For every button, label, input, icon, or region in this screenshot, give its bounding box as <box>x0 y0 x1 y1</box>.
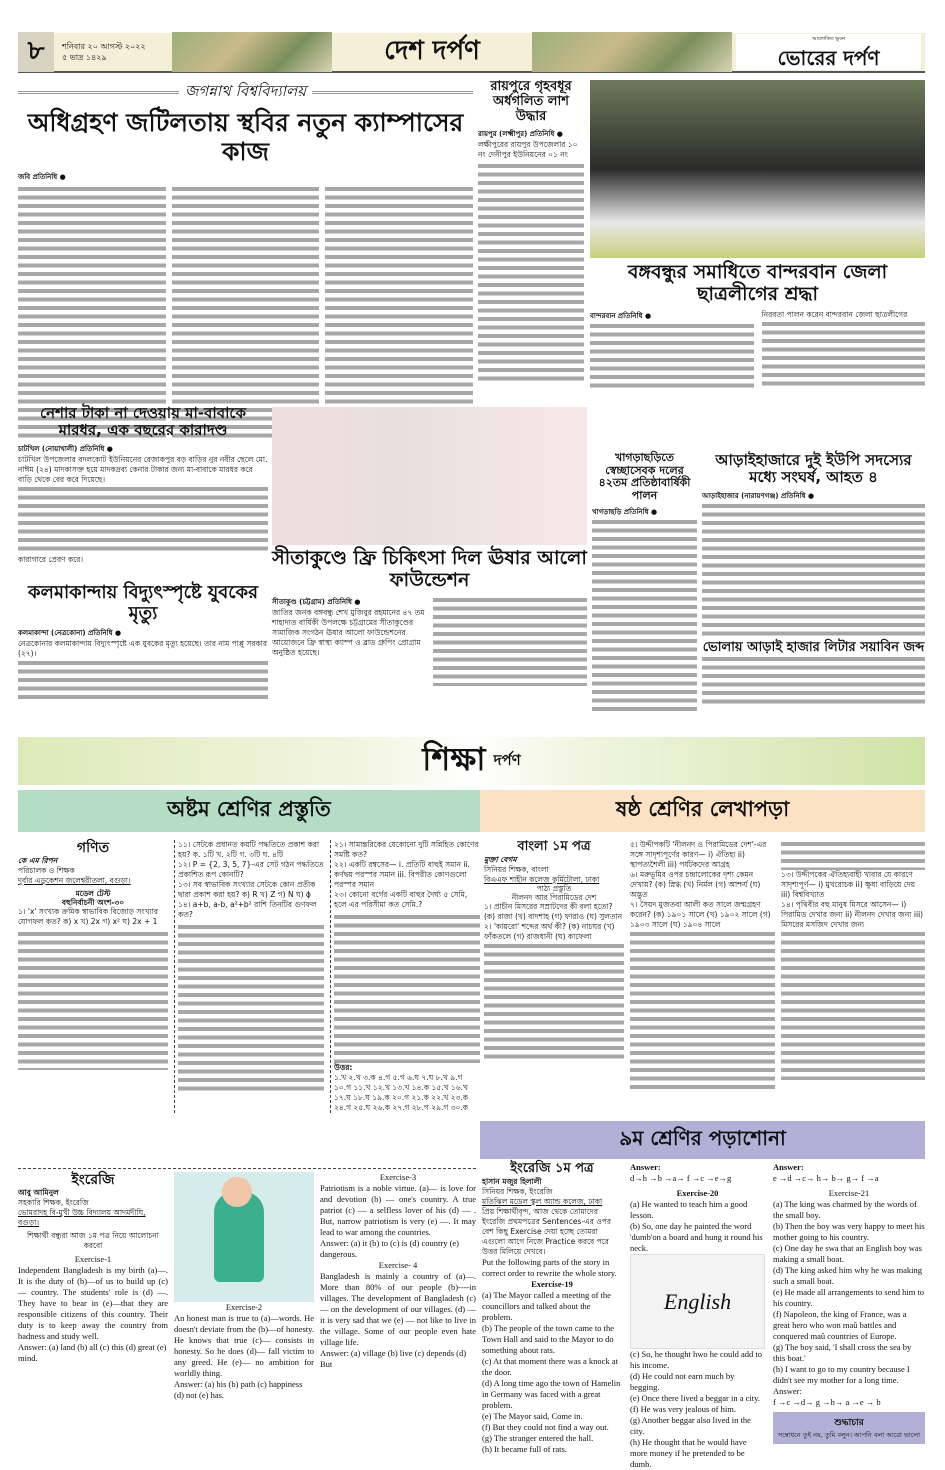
body-text-placeholder <box>325 185 473 440</box>
tip-title: শুদ্ধাচার <box>834 1418 864 1428</box>
answer-label: Answer: <box>773 1386 802 1396</box>
exercise-item: (g) The stranger entered the hall. <box>482 1432 594 1443</box>
khagrachari-story <box>592 452 697 713</box>
body-text-placeholder <box>762 320 926 390</box>
english-author: আবু আমিনুল <box>18 1188 59 1198</box>
banner-sub: দর্পণ <box>493 750 521 769</box>
bangla-question: ৭। সৈয়দ মুজতবা আলী কত সালে জন্মগ্রহণ করেন? (ক) ১৯০১ সালে (খ) ১৯০২ সালে (গ) ১৯০৩ সালে (ঘ) ১৯০৪ সালে <box>630 900 771 929</box>
exercise-item: (g) The boy said, 'I shall cross the sea by this boat.' <box>773 1342 912 1363</box>
english-illustration: English <box>630 1254 765 1349</box>
sitakunda-byline: সীতাকুণ্ড (চট্টগ্রাম) প্রতিনিধি ● <box>272 597 361 606</box>
english-title: ইংরেজি <box>71 1172 115 1188</box>
khagrachari-headline: খাগড়াছড়িতে স্বেচ্ছাসেবক দলের ৪২তম প্রতিষ্ঠাবার্ষিকী পালন <box>598 451 691 502</box>
class9-header: ৯ম শ্রেণির পড়াশোনা <box>480 1121 925 1159</box>
exercise-item: (h) I want to go to my country because I didn't see my mother for a long time. <box>773 1364 910 1385</box>
class9-content <box>482 1162 925 1470</box>
date-bengali: ৫ ভাদ্র ১৪২৯ <box>62 53 107 62</box>
english-author-org: ভোমরাদহ বি-মুখী উচ্চ বিদ্যালয় আদমদীঘি, বগুড়া। <box>18 1208 146 1228</box>
araihazar-byline: আড়াইহাজার (নারায়ণগঞ্জ) প্রতিনিধি ● <box>702 491 815 500</box>
exercise-item: (a) The king was charmed by the words of the small boy. <box>773 1199 917 1220</box>
lead-kicker: জগন্নাথ বিশ্ববিদ্যালয় <box>184 82 307 100</box>
raipur-text: লক্ষীপুরের রায়পুর উপজেলার ১০ নং দেনীপুর ইউনিয়নের ০১ নং <box>478 139 578 159</box>
math-test: মডেল টেস্ট <box>75 889 111 899</box>
math-question: ১৪। a+b, a-b, a²+b² রাশি তিনটির গুণফল কত? <box>178 900 317 919</box>
class9-instruction: Put the following parts of the story in correct order to rewrite the whole story. <box>482 1256 617 1278</box>
exercise-item: (f) But they could not find a way out. <box>482 1421 609 1432</box>
sitakunda-headline: সীতাকুণ্ডে ফ্রি চিকিৎসা দিল ঊষার আলো ফাউন্ডেশন <box>272 547 587 591</box>
class6-content <box>484 840 925 1090</box>
math-question: ১। 'x' সংখ্যক ক্রমিক স্বাভাবিক বিজোড় সংখ্যার যোগফল কত? ক) x খ) 2x গ) x² ঘ) 2x + 1 <box>18 907 158 927</box>
raipur-headline: রায়পুরে গৃহবধূর অর্ধগলিত লাশ উদ্ধার <box>490 79 572 124</box>
math-question: ১৩। সব স্বাভাবিক সংখ্যার সেটকে কোন প্রতীক দ্বারা প্রকাশ করা হয়? ক) R খ) Z গ) N ঘ) ϕ <box>178 880 316 899</box>
math-answers: ১.খ ২.খ ৩.ক ৪.গ ৫.গ ৬.ঘ ৭.ঘ ৮.খ ৯.গ ১০.গ ১১.খ ১২.খ ১৩.খ ১৪.ক ১৫.খ ১৬.খ ১৭.ঘ ১৮.ঘ ১৯.ক ২০.গ ২১.ক ২২.খ ২৩.ক ২৪.গ ২৫.ঘ ২৬.ক ২৭.গ ২৮.গ ২৯.গ ৩০.ক <box>334 1073 469 1112</box>
header-photo-right <box>532 32 732 72</box>
exercise-item: (c) At that moment there was a knock at the door. <box>482 1355 618 1377</box>
bangla-question: ১। প্রাচীন মিসরের সম্রাটদের কী বলা হতো? (ক) রাজা (খ) বাদশাহ (গ) ফারাও (ঘ) সুলতান <box>484 902 623 922</box>
body-text-placeholder <box>18 185 166 440</box>
bangla-question: ১৩। উদ্দীপকের ঐতিহ্যবাহী খাবার যে কারণে সাদৃশ্যপূর্ণ— i) মুখরোচক ii) ক্ষুধা বাড়িয়ে দেয় iii) বিশ্ববিখ্যাত <box>781 870 916 899</box>
bandarban-text: নিরবতা পালন করেন বান্দরবান জেলা ছাত্রলীগের <box>761 309 908 319</box>
logo-text: ভোরের দর্পণ <box>777 46 880 70</box>
medical-camp-photo <box>272 407 587 545</box>
answer-value: f →c →d→ g →h→ a →e → b <box>773 1397 881 1407</box>
raipur-story <box>478 80 584 382</box>
exercise-item: (a) He wanted to teach him a good lesson. <box>630 1199 748 1220</box>
header-photo-left <box>172 32 332 72</box>
exercise-title: Exercise-3 <box>379 1172 417 1182</box>
class9-intro: প্রিয় শিক্ষার্থীবৃন্দ, আজ থেকে তোমাদের ইংরেজি প্রথমপত্রের Sentences-এর ওপর বেশ কিছু Exercise দেয়া হচ্ছে তোমরা এগুলো আগে নিজে Practice করবে পরে উত্তর মিলিয়ে দেখবে। <box>482 1206 611 1256</box>
banner-main: শিক্ষা <box>422 740 486 778</box>
exercise-answer: Answer: (a) land (b) all (c) this (d) great (e) mind. <box>18 1342 167 1364</box>
student-reading-illustration <box>174 1172 314 1302</box>
exercise-text: An honest man is true to (a)—words. He doesn't deviate from the (b)—of honesty. He knows that true (c)— consists in honesty. So he does (d)— fall victim to any greed. He (e)— no ambition for worldly thing. <box>174 1313 314 1378</box>
exercise-item: (c) So, he thought hwo he could add to his income. <box>630 1349 762 1370</box>
class9-subject: ইংরেজি ১ম পত্র <box>510 1161 594 1176</box>
body-text-placeholder <box>781 930 925 1080</box>
exercise-item: (f) He was very jealous of him. <box>630 1404 736 1414</box>
exercise-item: (h) It became full of rats. <box>482 1443 567 1454</box>
exercise-title: Exercise-2 <box>225 1302 263 1312</box>
body-text-placeholder <box>590 322 754 392</box>
etiquette-tip-box <box>773 1412 925 1444</box>
body-text-placeholder <box>178 923 324 1093</box>
exercise-item: (d) The king asked him why he was making such a small boat. <box>773 1265 923 1286</box>
math-question: ১১। সেটকে প্রধানত কয়টি পদ্ধতিতে প্রকাশ করা হয়? ক. ১টি খ. ২টি গ. ৩টি ঘ. ৪টি <box>178 840 320 859</box>
raipur-byline: রায়পুর (লক্ষ্মীপুর) প্রতিনিধি ● <box>478 129 563 138</box>
bangla-question: ১৪। পৃথিবীর বহু মানুষ মিসরে আসেন— i) পিরামিড দেখার জন্য ii) নীলনদ দেখার জন্য iii) মিসরের মসজিদ দেখার জন্য <box>781 900 924 929</box>
nesha-end: কারাগারে প্রেরণ করে। <box>18 554 84 564</box>
bandarban-story <box>590 262 925 392</box>
class8-header: অষ্টম শ্রেণির প্রস্তুতি <box>18 790 480 832</box>
bangla-author-org: বিএএফ শাহীন কলেজ কুর্মিটোলা, ঢাকা <box>484 874 600 884</box>
exercise-item: (h) He thought that he would have more money if he pretended to be dumb. <box>630 1437 747 1469</box>
page-header <box>18 33 925 73</box>
exercise-item: (d) A long time ago the town of Hamelin in Germany was faced with a great problem. <box>482 1377 621 1410</box>
bangla-author-role: সিনিয়র শিক্ষক, বাংলা <box>484 864 549 874</box>
bandarban-headline: বঙ্গবন্ধুর সমাধিতে বান্দরবান জেলা ছাত্রলীগের শ্রদ্ধা <box>627 261 888 305</box>
body-text-placeholder <box>702 502 925 637</box>
math-question: ২৩। কোনো বর্গের একটি বাহুর দৈর্ঘ্য ৫ সেমি, হলে এর পরিসীমা কত সেমি.? <box>334 890 468 909</box>
class9-author-role: সিনিয়র শিক্ষক, ইংরেজি <box>482 1186 553 1196</box>
exercise-item: (a) The Mayor called a meeting of the councillors and talked about the problem. <box>482 1289 611 1322</box>
sitakunda-text: জাতির জনক বঙ্গবন্ধু শেখ মুজিবুর রহমানের ৪৭ তম শাহাদাত বার্ষিকী উপলক্ষে চট্টগ্রামের সীতাকুণ্ডের সামাজিক সংগঠন ঊষার আলো ফাউন্ডেশনের আয়োজনে ফ্রি স্বাস্থ্য ক্যাম্প ও ব্লাড গ্রুপিং প্রোগ্রাম অনুষ্ঠিত হয়েছে। <box>272 607 425 657</box>
nesha-byline: চাটখিল (নোয়াখালী) প্রতিনিধি ● <box>18 444 113 453</box>
english-author-role: সহকারি শিক্ষক, ইংরেজি <box>18 1198 89 1208</box>
kolmakanda-headline: কলমাকান্দায় বিদ্যুৎস্পৃষ্টে যুবকের মৃত্যু <box>27 582 259 624</box>
exercise-item: (c) One day he swa that an English boy was making a small boat. <box>773 1243 922 1264</box>
math-question: ২২। একটি রম্বসের— i. প্রতিটি বাহুই সমান ii. কর্ণদ্বয় পরস্পর সমান iii. বিপরীত কোণগুলো পরস্পর সমান <box>334 860 470 889</box>
bangla-subject: বাংলা ১ম পত্র <box>517 839 591 854</box>
body-text-placeholder <box>18 930 168 1070</box>
exercise-item: (b) The people of the town came to the Town Hall and said to the Mayor to do something about rats. <box>482 1322 615 1355</box>
body-text-placeholder <box>433 596 588 686</box>
math-part: বহুনির্বাচনী অংশ-৩০ <box>61 897 125 907</box>
english-left <box>18 1172 476 1401</box>
nesha-text: চাটখিল উপজেলার বদলকোট ইউনিয়নের রেজাকপুর বড় বাড়ির নুর নবীর ছেলে মো. নাঈম (২৪) মাদকাসক্ত হয়ে মাদকদ্রব্য কেনার টাকার জন্য মা-বাবাকে মারধর করে বাড়ি থেকে বের করে দিয়েছে। <box>18 454 268 484</box>
answer-value: d→h →b →a→ f →c →e→g <box>630 1173 732 1183</box>
body-text-placeholder <box>18 659 268 699</box>
body-text-placeholder <box>592 518 697 713</box>
body-text-placeholder <box>334 913 480 1063</box>
lead-headline: অধিগ্রহণ জটিলতায় স্থবির নতুন ক্যাম্পাসের কাজ <box>27 108 464 166</box>
math-author-org: দূর্বার এডুকেশন জলেশ্বরীতলা, বগুড়া। <box>18 876 131 886</box>
exercise-answer: Answer: (a) his (b) path (c) happiness (d) not (e) has. <box>174 1379 303 1400</box>
araihazar-story <box>702 452 925 705</box>
exercise-item: (g) Another beggar also lived in the city. <box>630 1415 751 1436</box>
body-text-placeholder <box>172 185 320 440</box>
sitakunda-story <box>272 548 587 686</box>
kolmakanda-byline: কলমাকান্দা (নেত্রকোনা) প্রতিনিধি ● <box>18 629 122 638</box>
exercise-title: Exercise-19 <box>531 1278 573 1289</box>
exercise-item: (e) Once there lived a beggar in a city. <box>630 1393 760 1403</box>
exercise-item: (e) The Mayor said, Come in. <box>482 1410 583 1421</box>
exercise-text: Independent Bangladesh is my birth (a)—. It is the duty of (b)—of us to build up (c) — country. The students' role is (d) —. They have to bear in (e)—that they are responsible citizens of this country. Their duty is to keep away the country from badness and study well. <box>18 1265 168 1342</box>
class9-author-org: মতিঝিল মডেল স্কুল অ্যান্ড কলেজ, ঢাকা <box>482 1196 603 1206</box>
divider <box>18 1168 476 1169</box>
body-text-placeholder <box>18 485 268 555</box>
bangla-lesson-title: নীলনদ আর পিরামিডের দেশ <box>511 892 597 902</box>
exercise-item: (b) So, one day he painted the word 'dumb'on a board and hung it round his neck. <box>630 1221 763 1253</box>
body-text-placeholder <box>630 930 775 1090</box>
nesha-headline: নেশার টাকা না দেওয়ায় মা-বাবাকে মারধর, এক বছরের কারাদণ্ড <box>40 404 246 440</box>
bangla-lesson: পাঠ্য প্রস্তুতি <box>536 883 572 893</box>
math-question: ২১। সামান্তরিকের যেকোনো দুটি সন্নিহিত কোণের সমষ্টি কত? <box>334 840 479 859</box>
bandarban-byline: বান্দরবান প্রতিনিধি ● <box>590 311 652 320</box>
math-subject: গণিত <box>76 840 110 856</box>
date-gregorian: শনিবার ২০ আগস্ট ২০২২ <box>62 42 146 51</box>
english-intro: শিক্ষার্থী বন্ধুরা আজ ১ম পত্র নিয়ে আলোচনা করবো <box>27 1231 159 1251</box>
exercise-answer: Answer: (a) it (b) to (c) is (d) country (e) dangerous. <box>320 1238 460 1259</box>
logo-tagline: আলোকিত ভুবন <box>812 36 845 42</box>
exercise-text: Patriotism is a noble virtue. (a)— is love for and devotion (b) — one's country. A true patriot (c) — a selfless lover of his (d) — . But, narrow patriotism is very (e) —. It may lead to war among the countries. <box>320 1183 476 1237</box>
nesha-story <box>18 405 268 565</box>
exercise-title: Exercise-20 <box>676 1188 719 1198</box>
body-text-placeholder <box>781 840 925 870</box>
exercise-item: (b) Then the boy was very happy to meet his mother going to his country. <box>773 1221 925 1242</box>
math-question: ১২। P = {2, 3, 5, 7}-এর সেট গঠন পদ্ধতিতে প্রকাশিত রূপ কোনটি? <box>178 860 324 879</box>
kolmakanda-story <box>18 583 268 699</box>
masthead-logo <box>736 34 921 70</box>
body-text-placeholder <box>484 942 624 1062</box>
answer-value: e →d →c→ h→ b→ g→ f →a <box>773 1173 879 1183</box>
lead-story <box>18 80 473 440</box>
issue-date <box>62 41 172 63</box>
bangla-question: ২। 'কায়রো' শব্দের অর্থ কী? (ক) নাচঘর (খ) ফাঁকতলে (গ) রাজধানী (ঘ) কাফেলা <box>484 922 615 942</box>
exercise-item: (d) He could not earn much by begging. <box>630 1371 735 1392</box>
page-number: ৮ <box>18 32 54 72</box>
class8-content <box>18 840 480 1113</box>
section-title: দেশ দর্পণ <box>384 36 480 66</box>
body-text-placeholder <box>702 655 925 705</box>
exercise-title: Exercise-1 <box>74 1254 112 1265</box>
tribute-photo <box>590 80 925 258</box>
khagrachari-byline: খাগড়াছড়ি প্রতিনিধি ● <box>592 507 658 516</box>
education-banner <box>18 737 925 785</box>
tip-text: সম্বোধনে তুই নয়, তুমি বলুন। আপনি বলা আরো ভালো <box>777 1431 921 1439</box>
exercise-item: (e) He made all arrangements to send him to his country. <box>773 1287 925 1308</box>
exercise-title: Exercise-21 <box>828 1188 870 1198</box>
math-author: কে এম রিপন <box>18 856 58 866</box>
exercise-title: Exercise- 4 <box>378 1260 418 1270</box>
bangla-question: ৬। মরুভূমির ওপর চন্দ্রালোকের দৃশ্য কেমন দেখায়? (ক) স্নিগ্ধ (খ) নির্মল (গ) আশ্চর্য (ঘ) অদ্ভুত <box>630 870 761 899</box>
bangla-author: মুক্তা বেগম <box>484 854 517 864</box>
math-answers-label: উত্তর: <box>334 1063 353 1072</box>
bangla-question: ৫। উদ্দীপকটি 'নীলনদ ও পিরামিডের দেশ'-এর সঙ্গে সাদৃশ্যপূর্ণের কারণ— i) ঐতিহ্য ii) স্থাপত্যশৈলী iii) পর্যটকদের আগ্রহ <box>630 840 767 869</box>
body-text-placeholder <box>478 162 584 382</box>
bhola-headline: ভোলায় আড়াই হাজার লিটার সয়াবিন জব্দ <box>702 639 925 655</box>
kolmakanda-text: নেত্রকোনার কলমাকান্দায় বিদ্যুৎস্পৃষ্টে এক যুবকের মৃত্যু হয়েছে। তার নাম পাপ্পু সরকার (২৭)। <box>18 639 267 659</box>
exercise-item: (f) Napoleon, the king of France, was a great hero who won maû battles and conquered maû countries of Europe. <box>773 1309 907 1341</box>
exercise-text: Bangladesh is mainly a country of (a)—. More than 80% of our people (b)----in villages. The development of Bangladesh (c) — on the development of our villages. (d) — it is very sad that we (e) — not like to live in the village. Some of our people even hate village life. <box>320 1271 476 1347</box>
answer-label: Answer: <box>630 1162 661 1172</box>
class9-author: হাসান মজুর হিলালী <box>482 1176 542 1186</box>
araihazar-headline: আড়াইহাজারে দুই ইউপি সদস্যের মধ্যে সংঘর্ষ, আহত ৪ <box>715 451 912 487</box>
exercise-answer: Answer: (a) village (b) live (c) depends (d) But <box>320 1348 467 1369</box>
lead-byline: জবি প্রতিনিধি ● <box>18 172 66 181</box>
answer-label: Answer: <box>773 1162 804 1172</box>
math-author-role: পরিচালক ও শিক্ষক <box>18 866 75 876</box>
class6-header: ষষ্ঠ শ্রেণির লেখাপড়া <box>480 790 925 832</box>
